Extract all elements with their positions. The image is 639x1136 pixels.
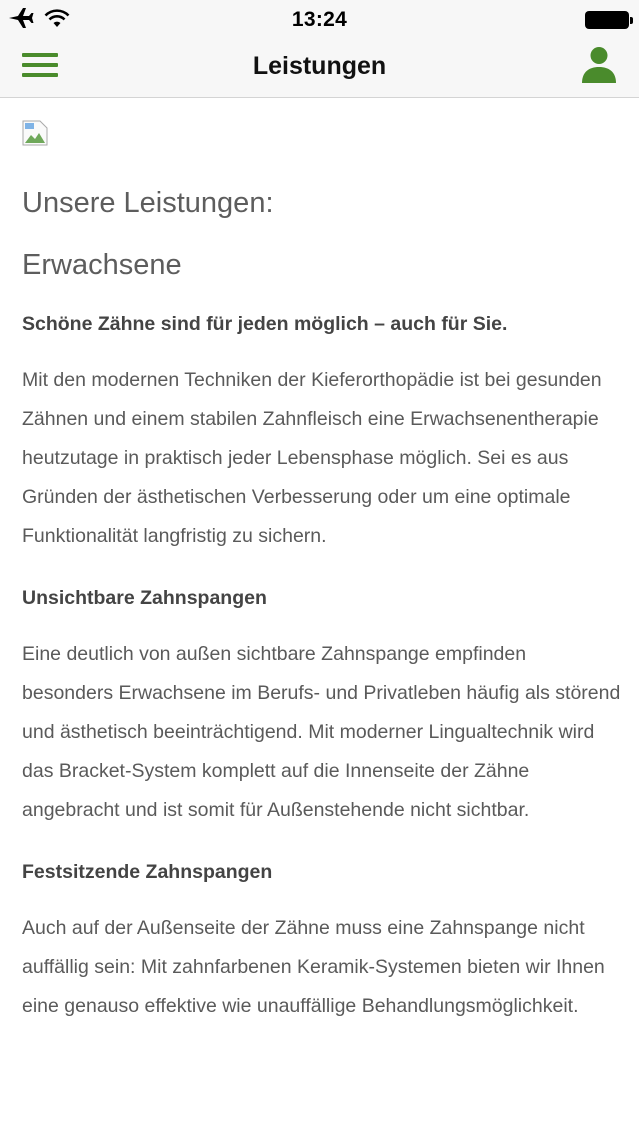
status-time: 13:24 [291,8,348,31]
user-icon [579,45,619,85]
broken-image-icon [22,120,48,146]
intro-paragraph: Mit den modernen Techniken der Kieferorthopädie ist bei gesunden Zähnen und einem stabilen Zahnfleisch eine Erwachsenentherapie heutzutage in praktisch jeder Lebensphase möglich. Sei es aus Gründen der ästhetischen Verbesserung oder um eine optimale Funktionalität langfristig zu sichern. [22,369,602,547]
battery-icon [585,11,629,29]
subsection-title: Unsichtbare Zahnspangen [22,587,267,609]
status-right-icons [585,11,629,29]
subsection-title: Festsitzende Zahnspangen [22,861,273,883]
nav-bar [0,40,639,98]
status-bar [0,0,639,40]
page-title: Leistungen [252,52,387,80]
section-title: Erwachsene [22,249,182,281]
user-button[interactable] [579,45,619,85]
subsection-paragraph: Auch auf der Außenseite der Zähne muss eine Zahnspange nicht auffällig sein: Mit zahnfarbenen Keramik-Systemen bieten wir Ihnen eine genauso effektive wie unauffällige Behandlungsmöglichkeit. [22,917,605,1017]
page-heading: Unsere Leistungen: [22,187,274,219]
subsection-paragraph: Eine deutlich von außen sichtbare Zahnspange empfinden besonders Erwachsene im Berufs- und Privatleben häufig als störend und ästhetisch beeinträchtigend. Mit moderner Lingualtechnik wird das Bracket-System komplett auf die Innenseite der Zähne angebracht und ist somit für Außenstehende nicht sichtbar. [22,643,621,821]
main-content [22,120,622,1026]
intro-bold-text: Schöne Zähne sind für jeden möglich – auch für Sie. [22,313,508,335]
